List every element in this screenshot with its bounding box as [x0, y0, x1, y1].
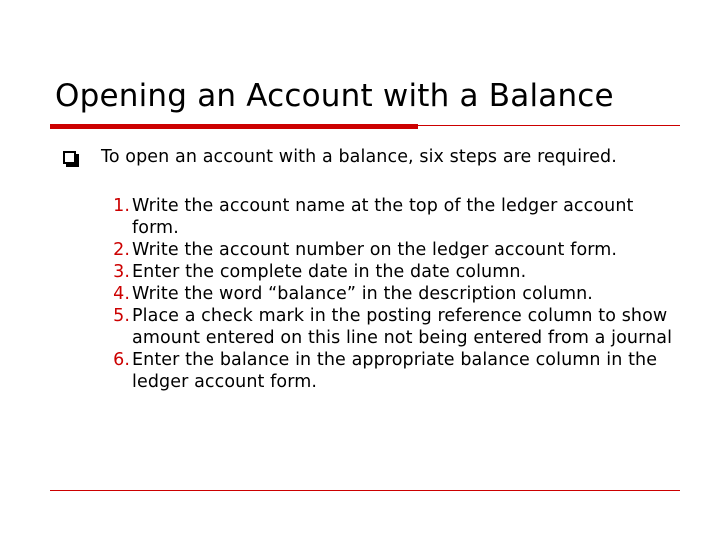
steps-list	[82, 195, 682, 393]
square-bullet-icon	[63, 151, 76, 164]
step-number: 3.	[113, 262, 130, 282]
step-text: Enter the balance in the appropriate balance column in the ledger account form.	[132, 350, 658, 392]
step-text: Write the account name at the top of the ledger account form.	[132, 196, 634, 238]
step-text: Enter the complete date in the date column.	[132, 262, 527, 282]
title-underline-thin	[418, 125, 680, 126]
step-item-6	[82, 349, 682, 393]
step-item-5	[82, 305, 682, 349]
step-text: Write the word “balance” in the description column.	[132, 284, 593, 304]
title-underline-thick	[50, 124, 418, 129]
slide-title: Opening an Account with a Balance	[55, 78, 614, 114]
step-number: 6.	[113, 350, 130, 370]
step-item-2	[82, 239, 682, 261]
lead-bullet-text: To open an account with a balance, six steps are required.	[101, 147, 617, 167]
step-text: Write the account number on the ledger account form.	[132, 240, 618, 260]
step-text: Place a check mark in the posting reference column to show amount entered on this line not being entered from a journal	[132, 306, 673, 348]
step-number: 2.	[113, 240, 130, 260]
step-item-3	[82, 261, 682, 283]
step-number: 5.	[113, 306, 130, 326]
step-item-1	[82, 195, 682, 239]
step-number: 1.	[113, 196, 130, 216]
bottom-divider	[50, 490, 680, 491]
step-item-4	[82, 283, 682, 305]
step-number: 4.	[113, 284, 130, 304]
